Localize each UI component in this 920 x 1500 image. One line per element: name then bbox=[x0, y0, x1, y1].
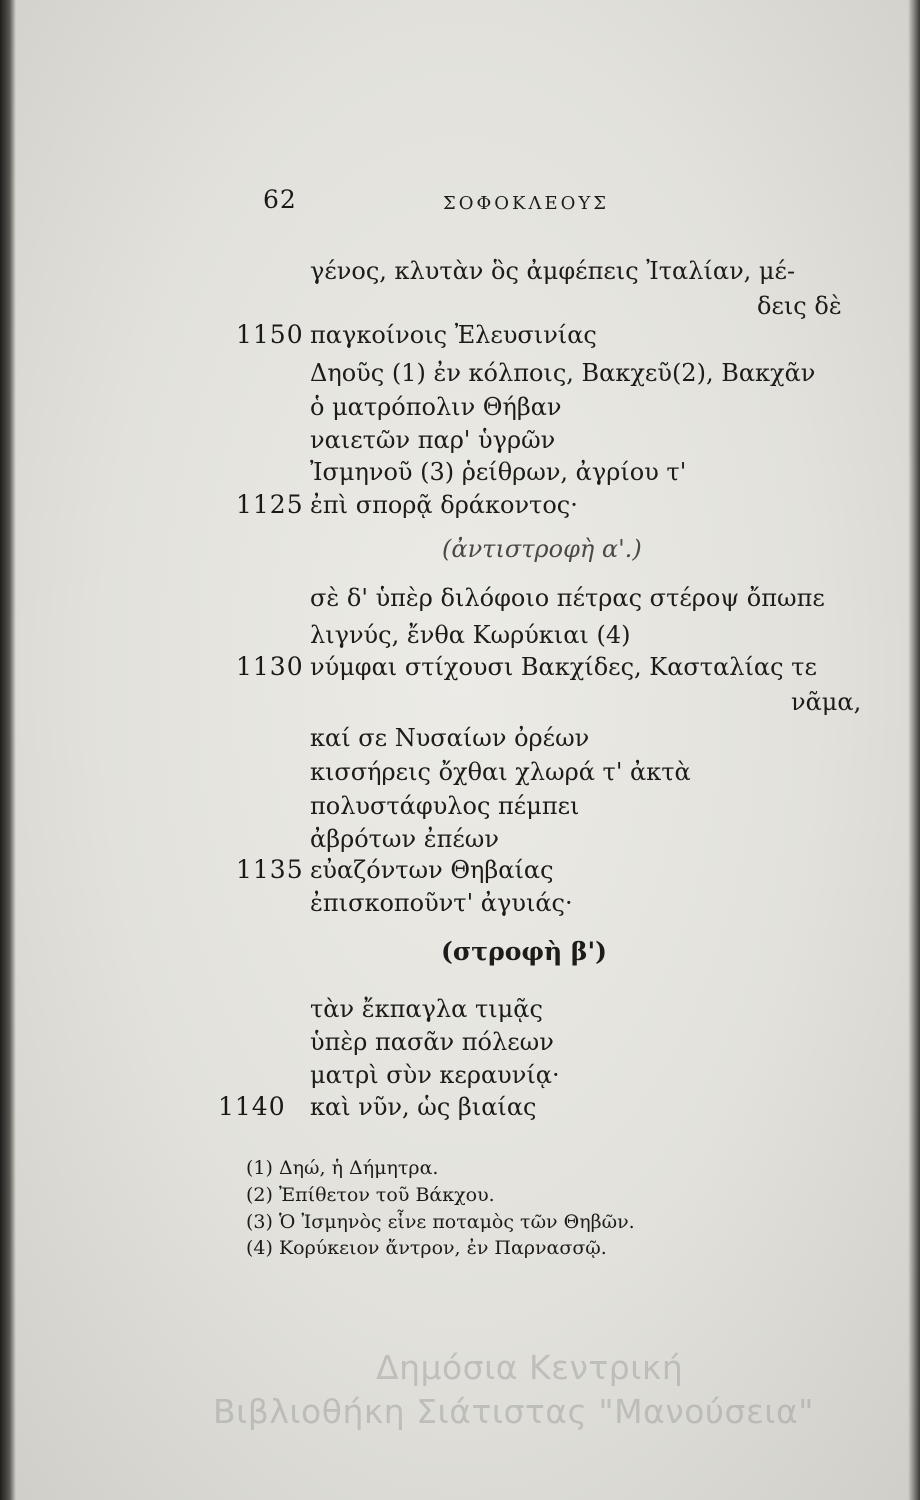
verse-line: γένος, κλυτὰν ὃς ἀμφέπεις Ἰταλίαν, μέ- bbox=[310, 257, 796, 285]
verse-line-continuation: νᾶμα, bbox=[791, 688, 862, 716]
verse-line: ὁ ματρόπολιν Θήβαν bbox=[310, 393, 562, 421]
footnote: (4) Κορύκειον ἄντρον, ἐν Παρνασσῷ. bbox=[246, 1237, 607, 1259]
section-heading-strophe: (στροφὴ β') bbox=[441, 937, 607, 966]
line-number: 1130 bbox=[236, 652, 304, 681]
section-heading-antistrophe: (ἀντιστροφὴ α'.) bbox=[442, 535, 642, 563]
verse-line: ματρὶ σὺν κεραυνίᾳ· bbox=[310, 1061, 560, 1089]
verse-line: λιγνύς, ἔνθα Κωρύκιαι (4) bbox=[310, 621, 631, 649]
verse-line: τὰν ἔκπαγλα τιμᾷς bbox=[310, 995, 543, 1023]
running-title: ΣΟΦΟΚΛΕΟΥΣ bbox=[443, 193, 609, 214]
verse-line: νύμφαι στίχουσι Βακχίδες, Κασταλίας τε bbox=[310, 653, 817, 681]
scan-left-edge bbox=[0, 0, 16, 1500]
verse-line: ἐπὶ σπορᾷ δράκοντος· bbox=[310, 491, 578, 519]
verse-line: ναιετῶν παρ' ὑγρῶν bbox=[310, 426, 556, 454]
verse-line: σὲ δ' ὑπὲρ διλόφοιο πέτρας στέροψ ὄπωπε bbox=[310, 584, 825, 612]
verse-line: Δηοῦς (1) ἐν κόλποις, Βακχεῦ(2), Βακχᾶν bbox=[310, 359, 816, 387]
library-watermark-line2: Βιβλιοθήκη Σιάτιστας "Μανούσεια" bbox=[213, 1392, 814, 1431]
footnote: (1) Δηώ, ἡ Δήμητρα. bbox=[246, 1157, 439, 1179]
library-watermark-line1: Δημόσια Κεντρική bbox=[376, 1348, 684, 1387]
verse-line: παγκοίνοις Ἐλευσινίας bbox=[310, 321, 597, 349]
verse-line: εὐαζόντων Θηβαίας bbox=[310, 856, 554, 884]
verse-line: Ἰσμηνοῦ (3) ῥείθρων, ἀγρίου τ' bbox=[310, 458, 687, 486]
scan-right-edge bbox=[908, 0, 920, 1500]
verse-line: ἀβρότων ἐπέων bbox=[310, 825, 499, 853]
verse-line: καὶ νῦν, ὡς βιαίας bbox=[310, 1093, 537, 1121]
verse-line: καί σε Νυσαίων ὀρέων bbox=[310, 724, 590, 752]
line-number: 1125 bbox=[236, 490, 304, 519]
line-number: 1135 bbox=[236, 855, 304, 884]
line-number: 1150 bbox=[236, 320, 304, 349]
line-number: 1140 bbox=[218, 1092, 286, 1121]
verse-line: κισσήρεις ὄχθαι χλωρά τ' ἀκτὰ bbox=[310, 758, 691, 786]
verse-line: πολυστάφυλος πέμπει bbox=[310, 792, 580, 820]
verse-line: ὑπὲρ πασᾶν πόλεων bbox=[310, 1028, 554, 1056]
verse-line: ἐπισκοποῦντ' ἀγυιάς· bbox=[310, 889, 573, 917]
verse-line-continuation: δεις δὲ bbox=[757, 292, 842, 320]
page-number: 62 bbox=[263, 185, 297, 214]
footnote: (3) Ὁ Ἰσμηνὸς εἶνε ποταμὸς τῶν Θηβῶν. bbox=[246, 1211, 635, 1233]
footnote: (2) Ἐπίθετον τοῦ Βάκχου. bbox=[246, 1184, 495, 1206]
